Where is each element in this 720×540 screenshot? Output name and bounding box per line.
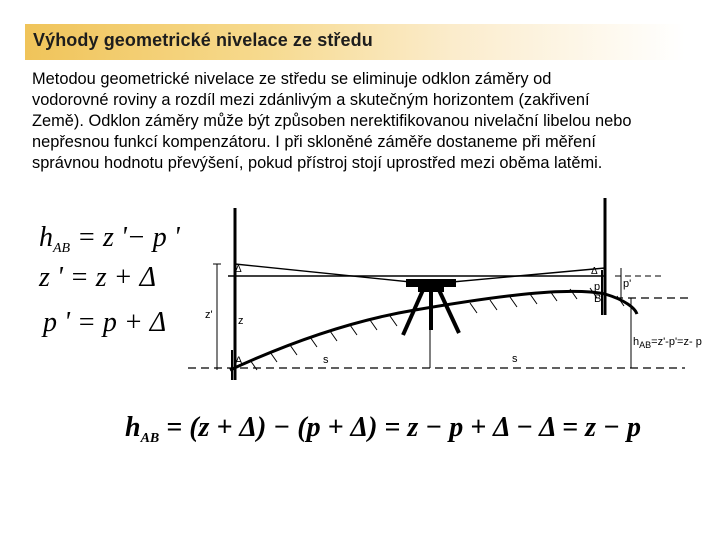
- paragraph-line: vodorovné roviny a rozdíl mezi zdánlivým a skutečným horizontem (zakřivení: [32, 91, 590, 109]
- label-s-left: s: [323, 354, 329, 366]
- label-z-prime: z': [205, 309, 213, 321]
- paragraph-line: nepřesnou funkcí kompenzátoru. I při skloněné záměře dostaneme při měření: [32, 133, 596, 151]
- label-delta-left: Δ: [235, 264, 242, 275]
- level-instrument: [406, 279, 456, 287]
- label-s-right: s: [512, 353, 518, 365]
- label-point-b: B: [594, 293, 602, 305]
- paragraph: [32, 69, 692, 174]
- slide-title: Výhody geometrické nivelace ze středu: [33, 30, 373, 50]
- title-bar: [25, 24, 685, 60]
- equation-z-prime: z ' = z + Δ: [39, 262, 157, 293]
- label-p-prime: p': [623, 278, 632, 290]
- equation-h-ab: $h_{AB} = z$ '− p ': [39, 222, 180, 256]
- tripod-leg: [439, 290, 459, 333]
- paragraph-line: Země). Odklon záměry může být způsoben nerektifikovanou nivelační libelou nebo: [32, 112, 632, 130]
- terrain-surface: [230, 291, 637, 370]
- label-h-ab: $h_{AB}=z'-p'=z-$ p: [633, 336, 702, 350]
- terrain-hatching: [250, 288, 624, 370]
- equation-p-prime: p ' = p + Δ: [43, 307, 167, 338]
- label-delta-right: Δ: [591, 266, 598, 277]
- label-p: p: [594, 281, 601, 293]
- label-point-a: A: [235, 355, 243, 367]
- leveling-diagram: [25, 190, 702, 450]
- main-equation: $h_{AB} = (z + \Delta) - (p + \Delta) = z - p + \Delta - \Delta = z - p$: [125, 412, 641, 446]
- inclined-sight-line: [235, 264, 430, 284]
- paragraph-line: správnou hodnotu převýšení, pokud přístroj stojí uprostřed mezi oběma latěmi.: [32, 154, 603, 172]
- label-z: z: [238, 315, 244, 327]
- paragraph-line: Metodou geometrické nivelace ze středu se eliminuje odklon záměry od: [32, 70, 552, 88]
